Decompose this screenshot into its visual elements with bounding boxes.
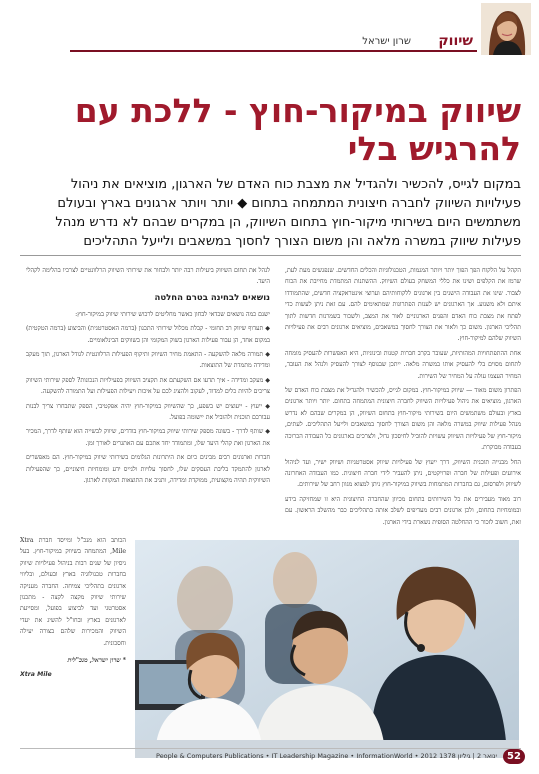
header-author-name: שרון ישראל — [362, 36, 411, 47]
article-subtitle: במקום לגייס, להכשיר ולהגדיל את מצבת כוח האדם של הארגון, מוציאים את ניהול פעילויות השיווק לחברה חיצונית המתמחה בתחום ◆ יותר ויותר ארגונים בארץ ובעולם משתמשים היום בשירותי מיקור-חוץ בתחום השיווק, הן במקרים שבהם לא נדרש מנהל פעילות שיווק במשרה מלאה והן משום הצורך לחסוך במשאבים ולייעל התהליכים — [55, 177, 521, 249]
page-number: 52 — [503, 749, 525, 764]
paragraph: הכותב הוא מנכ"ל ומייסד חברת Xtra Mile, המתמחה בשיווק במיקור-חוץ. בעל ניסיון של שנים רבות בניהול פעילויות שיווק בחברות טכנולוגיה בארץ ובעולם, ובליווי ארגונים בתהליכי צמיחה. החברה מעניקה שירותי שיווק מקצה לקצה - מתכנון אסטרטגי ועד לביצוע בפועל, ומסייעת לארגונים בארץ ובחו"ל להשיג את יעדי השיווק והמכירות שלהם בצורה יעילה וחסכונית. — [20, 537, 126, 647]
bullet-item: ◆ שותף לדרך - בשונה מספק שירותי שיווק במיקור-חוץ בודדים, שיווק לבשייה הוא שותף לדרך, המכיר את הארגון ואת קהלי היעד שלו, ומתמודד יחד אתכם עם האתגרים לאורך זמן. — [26, 428, 270, 447]
author-signature: * שרון ישראל, מנכ"לית — [67, 657, 126, 665]
bullet-item: ◆ מעקב ומדידה - איך תדעו אם השקעתם את תקציב השיווק בפעילויות הנכונות? לספק שירותי השיווק צריכים להיות כלים למדוד, לעקוב ולהציג לכם על איכות ויעילות הפעילות ועל התמורה להשקעה. — [26, 376, 270, 396]
footer-publication-info: People & Computers Publications • IT Leadership Magazine • InformationWorld • 2012 ינואר 2 | גיליון 1378 — [156, 752, 497, 760]
paragraph: ישנם כמה נושאים שכדאי לבחון כאשר מחליטים לרכוש שירותי שיווק במיקור-חוץ: — [75, 310, 270, 318]
author-bio-column — [20, 535, 126, 760]
bullet-item: ◆ תמורה מלאה להשקעה - התאמת מחיר השיווק ותיקוף הפעילות הרלוונטית לגודל הארגון, תוך מעקב ומדידה מתמדת של התוצאות. — [26, 351, 270, 370]
call-center-photo — [135, 540, 519, 758]
section-label: שיווק — [438, 33, 473, 49]
bullet-item: ◆ תעדוף שיווק רב תחומי - קבלת מכלול שירותי התכנון (ברמה האסטרטגית) והביצוע (ברמה הטקטית) במקום אחד, הן עבור פעילות הארגון בשוק המקומי והן בשווקים הבינלאומיים. — [26, 325, 270, 344]
paragraph: לנהל את תחום השיווק ביעילות רבה יותר ולבחור את שירותי השיווק הרלוונטיים לצרכיו בהלימה לקהלי היעד. — [26, 267, 270, 286]
paragraph: רוב מאוד מעבירים את כל השירותים בתחום מכיוון שהחברה החיצונית היא זו שמחזיקה בידע ובמומחיות בתחום, ולכן ארגונים רבים מעדיפים לשלב אותה בתהליכים כבר מהשלב הראשון. עם זאת, חשוב לזכור כי ההחלטה הסופית נשארת בידי הארגון. — [285, 495, 521, 526]
body-column-left — [26, 265, 270, 535]
footer-rule — [20, 748, 521, 749]
title-divider — [20, 255, 521, 256]
header-rule — [70, 50, 477, 52]
paragraph: הקהל על הלקוח הפך הפוך יותר ויותר המגמות, הטכנולוגיות והכלים החדשים. שנפגשים מעת לעת, שרמז את הקלפים ושינו את כללי המשחק בעולם השיווק. ההשתנות המתמדת מחייבת את הכוח לצבור. שינו את העבודה הישנים בין ארגונים ללקוחותיהם וערוצי אינטראקציה חדשים, שהתמודדו איתם ולא משנוע. אך הארגונים יש לענות הפתרונות שמתאימים להם. עם זאת ניתן לעשות כדי לפתח את מצבת כוח האדם והפנים הארגוניים לאור את המצב, ולשכור בשמרנות חדשות לתוך תהליכי הארגון. משום כך ולאור את הצורך לחסוך במשאבים, מוציאים ארגונים רבים את פעילויות השיווק שלהם למיקור-חוץ. — [285, 267, 521, 343]
article-title: שיווק במיקור-חוץ - ללכת עם להרגיש בלי — [74, 91, 521, 168]
bullet-item: ◆ ייעוץ - ייעוצים יש בשפע, כך שהשיווק במיקור-חוץ יהיה אפקטיבי, הספק שתבחרו צריך לבנות עבורכם תוכנית ולהוביל את יישומה בפועל. — [26, 402, 270, 422]
paragraph: אחת ההתפתחויות המהותיות, שעובר בקרב חברות קטנות ובינוניות, היא האפשרות להעסיק מומחה לתחום מסוים בלי להעסיק אותו במשרה מלאה. ייתכן שבנוסף לצורך להעסיק ולנהל את העובד, המחיר העצמו עולה על המחיר של השירות. — [285, 349, 521, 380]
section-heading: נושאים לבחינה בטרם החלטה — [154, 292, 270, 303]
paragraph: חברות וארגונים רבים מבינים כיום את היתרונות הגלומים בשירותי שיווק במיקור-חוץ. הם מאפשרים לארגון להתמקד בליבת העסקים שלו, לחסוך עלויות ולגייס ידע ומומחיות חיצוניים, כך שהפעילות השיווקית תהיה מקצועית, ממוקדת ומדידה, ותניב את התוצאות המקוות לארגון. — [26, 454, 270, 485]
paragraph: הפתרון משום מאוד — שיווק במיקור-חוץ. במקום לגייס, להכשיר ולהגדיל את מצבת כוח האדם של הארגון, מוציאים את ניהול פעילויות השיווק לחברה חיצונית המתמחה בתחום. יותר ויותר ארגונים בארץ ובעולם משתמשים היום בשירותי מיקור-חוץ בתחום השיווק, הן במקרים שבהם לא נדרש מנהל פעילות שיווק במשרה מלאה והן משום הצורך לחסוך במשאבים ולייעל התהליכים. לעתים, מיקור-חוץ של פעילויות השיווק עשויות להוביל לחיסכון גדול, ולצרכים בארגונים כל העבודה הכרוכה בעבודה מבוקרת. — [285, 387, 521, 452]
paragraph: החל מבנייה תוכנית השיווק, דרך ייעוץ של פעילויות שיווק אסטרטגיות ושיווק ישיר, ועד לניהול אירועים ופעילות של חברה ופרויקטים, ניתן להעביר לידי חברה חיצונית. כמו העבודה האחרונה לשיווק ולפרסום, גם בחברות המתמחות בשיווק במיקור-חוץ ניתן למצוא מגוון רחב של שירותים. — [285, 458, 521, 489]
author-company: Xtra Mile — [20, 671, 52, 679]
author-photo — [481, 3, 531, 55]
